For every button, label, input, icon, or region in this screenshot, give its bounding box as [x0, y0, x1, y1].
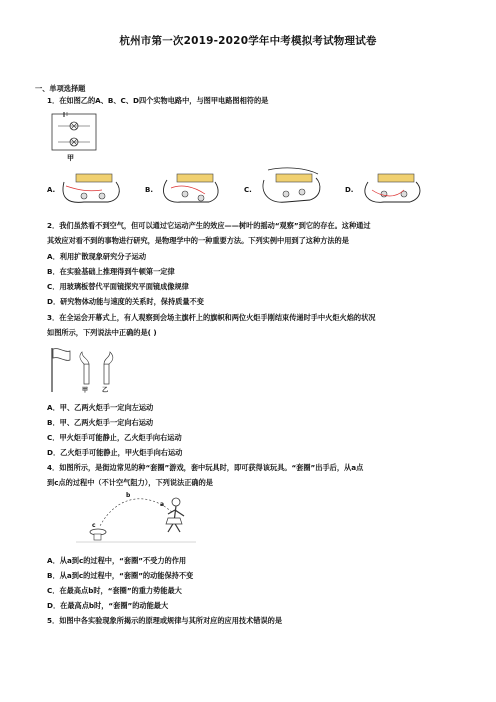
question-4-option-d: D．在最高点b时，“套圈”的动能最大 [47, 601, 169, 610]
question-3-option-b: B．甲、乙两火炬手一定向右运动 [47, 418, 154, 427]
ring-toss-figure [76, 492, 196, 550]
point-b-label: b [126, 492, 131, 499]
question-4-option-a: A．从a到c的过程中，“套圈”不受力的作用 [47, 556, 187, 565]
figure-caption-jia: 甲 [67, 154, 74, 162]
question-3-stem-cont: 如图所示，下列说法中正确的是( ) [47, 328, 157, 337]
question-3-option-c: C．甲火炬手可能静止，乙火炬手向右运动 [47, 433, 182, 442]
point-c-label: c [92, 522, 96, 529]
choice-c-label: C. [244, 186, 252, 194]
circuit-photo-c [256, 166, 328, 210]
section-heading: 一、单项选择题 [35, 84, 86, 93]
question-3-option-d: D．乙火炬手可能静止，甲火炬手向右运动 [47, 448, 183, 457]
torch-label-jia: 甲 [82, 387, 89, 394]
circuit-photo-a [58, 168, 128, 210]
question-2-option-c: C．用玻璃板替代平面镜探究平面镜成像规律 [47, 282, 189, 291]
question-5-stem: 5．如图中各实验现象所揭示的原理或规律与其所对应的应用技术错误的是 [47, 616, 283, 625]
question-4-option-c: C．在最高点b时，“套圈”的重力势能最大 [47, 586, 182, 595]
question-4-stem-cont: 到c点的过程中（不计空气阻力），下列说法正确的是 [47, 478, 213, 487]
question-2-stem-cont: 其效应对看不到的事物进行研究，是物理学中的一种重要方法。下列实例中用到了这种方法的是 [47, 236, 349, 245]
question-2-stem: 2．我们虽然看不到空气，但可以通过它运动产生的效应——树叶的摇动“观察”到它的存在。这种通过 [47, 221, 371, 230]
circuit-photo-d [358, 168, 428, 210]
choice-d-label: D. [345, 186, 354, 194]
question-3-option-a: A．甲、乙两火炬手一定向左运动 [47, 403, 154, 412]
choice-b-label: B. [145, 186, 153, 194]
choice-a-label: A. [47, 186, 56, 194]
torch-label-yi: 乙 [102, 387, 109, 394]
question-1-stem: 1．在如图乙的A、B、C、D四个实物电路中，与图甲电路图相符的是 [47, 96, 269, 105]
question-4-option-b: B．从a到c的过程中，“套圈”的动能保持不变 [47, 571, 194, 580]
question-2-option-d: D．研究物体动能与速度的关系时，保持质量不变 [47, 297, 204, 306]
question-2-option-b: B．在实验基础上推理得到牛顿第一定律 [47, 267, 175, 276]
point-a-label: a [160, 501, 165, 508]
page-title: 杭州市第一次2019-2020学年中考模拟考试物理试卷 [119, 35, 377, 47]
question-4-stem: 4．如图所示，是街边常见的种“套圈”游戏，套中玩具时，即可获得该玩具。“套圈”出手后，从a点 [47, 463, 364, 472]
question-3-stem: 3．在全运会开幕式上，有人观察到会场主旗杆上的旗帜和两位火炬手刚结束传递时手中火炬火焰的状况 [47, 313, 376, 322]
circuit-diagram-jia [50, 112, 110, 162]
circuit-photo-b [157, 168, 227, 210]
question-2-option-a: A．利用扩散现象研究分子运动 [47, 252, 147, 261]
